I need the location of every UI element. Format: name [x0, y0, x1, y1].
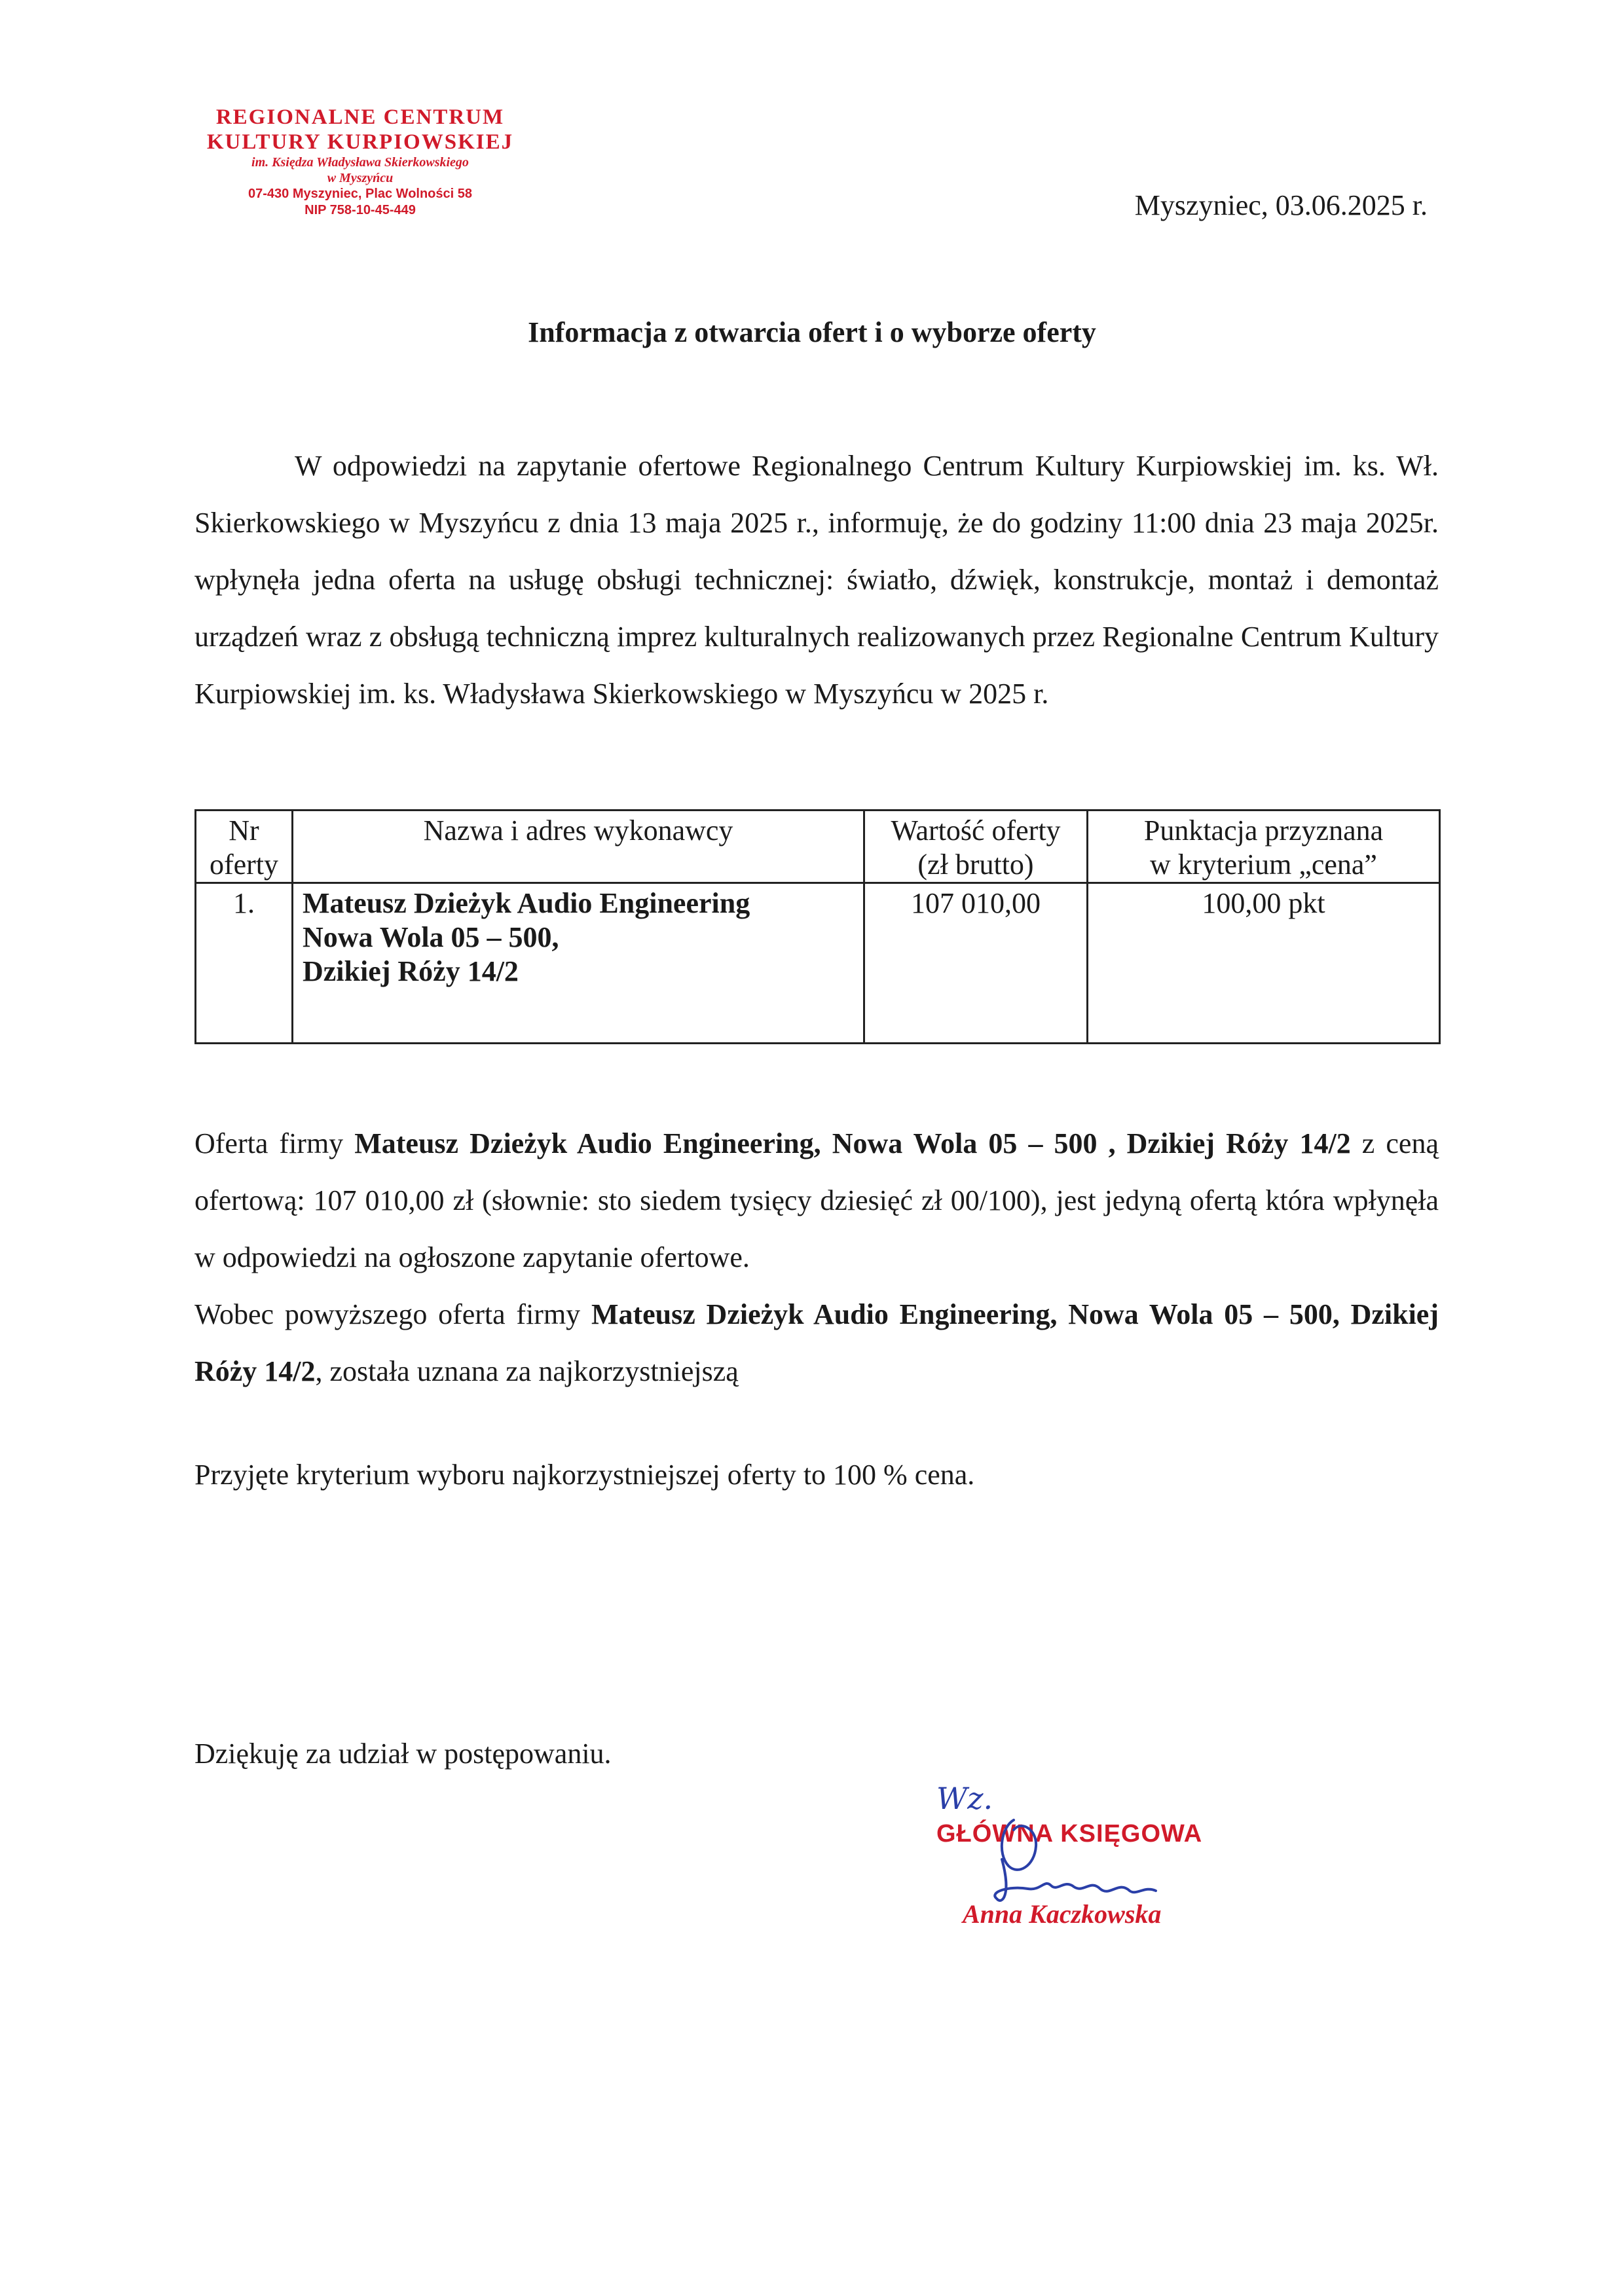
stamp-line: im. Księdza Władysława Skierkowskiego: [251, 155, 469, 170]
document-date: Myszyniec, 03.06.2025 r.: [1134, 189, 1428, 221]
contractor-name: Mateusz Dzieżyk Audio Engineering, Nowa Wola 05 – 500 , Dzikiej Róży 14/2: [354, 1127, 1351, 1159]
table-header-row: [196, 811, 1440, 883]
header-nr: Nr oferty: [196, 811, 293, 883]
stamp-line: KULTURY KURPIOWSKIEJ: [206, 130, 514, 154]
stamp-address: 07-430 Myszyniec, Plac Wolności 58: [248, 187, 473, 201]
criterion-paragraph: Przyjęte kryterium wyboru najkorzystniejszej oferty to 100 % cena.: [194, 1459, 975, 1491]
header-value: Wartość oferty (zł brutto): [864, 811, 1088, 883]
cell-value: 107 010,00: [864, 883, 1088, 1044]
cell-contractor: Mateusz Dzieżyk Audio Engineering Nowa Wola 05 – 500, Dzikiej Róży 14/2: [293, 883, 864, 1044]
cell-nr: 1.: [196, 883, 293, 1044]
stamp-line: REGIONALNE CENTRUM: [215, 105, 505, 129]
signature-name: Anna Kaczkowska: [963, 1899, 1162, 1929]
stamp-line: w Myszyńcu: [327, 171, 394, 185]
document-title: Informacja z otwarcia ofert i o wyborze oferty: [528, 316, 1096, 348]
offers-table: [194, 809, 1441, 1044]
decision-paragraph: Oferta firmy Mateusz Dzieżyk Audio Engineering, Nowa Wola 05 – 500 , Dzikiej Róży 14/2 z ceną ofertową: 107 010,00 zł (słownie: sto siedem tysięcy dziesięć zł 00/100), jest jedyną ofertą która wpłynęła w odpowiedzi na ogłoszone zapytanie ofertowe. Wobec powyższego oferta firmy Mateusz Dzieżyk Audio Engineering, Nowa Wola 05 – 500, Dzikiej Róży 14/2, została uznana za najkorzystniejszą: [194, 1127, 1439, 1387]
stamp-nip: NIP 758-10-45-449: [304, 203, 416, 217]
signature-role: GŁÓWNA KSIĘGOWA: [936, 1820, 1203, 1848]
cell-score: 100,00 pkt: [1088, 883, 1440, 1044]
table-row: [196, 883, 1440, 1044]
intro-paragraph: W odpowiedzi na zapytanie ofertowe Regionalnego Centrum Kultury Kurpiowskiej im. ks. Wł. Skierkowskiego w Myszyńcu z dnia 13 maja 2025 r., informuję, że do godziny 11:00 dnia 23 maja 2025r. wpłynęła jedna oferta na usługę obsługi technicznej: światło, dźwięk, konstrukcje, montaż i demontaż urządzeń wraz z obsługą techniczną imprez kulturalnych realizowanych przez Regionalne Centrum Kultury Kurpiowskiej im. ks. Władysława Skierkowskiego w Myszyńcu w 2025 r.: [194, 450, 1439, 710]
institution-stamp: [177, 105, 544, 219]
signature-initials: Wz.: [936, 1781, 993, 1816]
thanks-paragraph: Dziękuję za udział w postępowaniu.: [194, 1738, 612, 1770]
header-contractor: Nazwa i adres wykonawcy: [293, 811, 864, 883]
signature-block: [936, 1781, 1277, 1951]
contractor-name: Mateusz Dzieżyk Audio Engineering, Nowa Wola 05 – 500, Dzikiej Róży 14/2: [194, 1298, 1439, 1387]
header-score: Punktacja przyznana w kryterium „cena”: [1088, 811, 1440, 883]
